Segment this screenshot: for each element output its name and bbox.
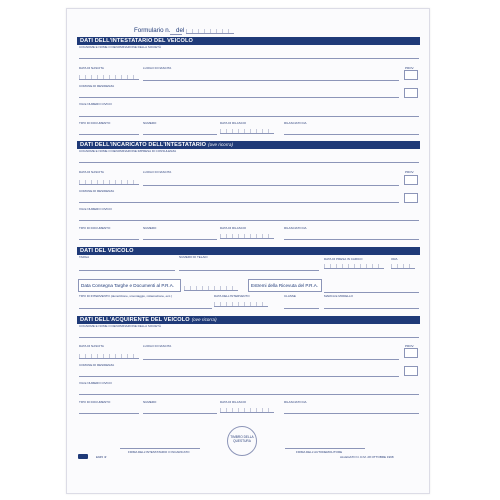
form-code: E945 rif bbox=[96, 455, 107, 459]
firma-autodemolitore-label: FIRMA DELL'AUTODEMOLITORE bbox=[296, 450, 343, 454]
luogo-nascita-field-2[interactable] bbox=[143, 185, 399, 186]
telaio-label: NUMERO DI TELAIO bbox=[179, 255, 208, 259]
timbro-label: TIMBRO DELLA QUESTURA bbox=[230, 435, 254, 443]
formulario-label: Formulario n. bbox=[134, 27, 171, 34]
data-nascita-label-2: DATA DI NASCITA bbox=[79, 170, 104, 174]
formulario-number-field[interactable] bbox=[170, 34, 182, 35]
classe-field[interactable] bbox=[284, 308, 319, 309]
cognome-nome-label: COGNOME E NOME O DENOMINAZIONE DELLA SOCIETÀ bbox=[79, 45, 162, 49]
telaio-field[interactable] bbox=[179, 270, 319, 271]
data-consegna-field[interactable] bbox=[184, 286, 238, 291]
prov-field-2[interactable] bbox=[404, 175, 418, 185]
estremi-ricevuta-label: Estremi della Ricevuta del P.R.A. bbox=[251, 283, 319, 288]
data-nascita-field-2[interactable] bbox=[79, 180, 139, 185]
prov-residenza-field-2[interactable] bbox=[404, 193, 418, 203]
allegato-label: ALLEGATO N. D.M. 28 OTTOBRE 1998 bbox=[340, 455, 394, 459]
rilasciato-da-label-4: RILASCIATO DA bbox=[284, 400, 307, 404]
del-label: del bbox=[176, 27, 185, 34]
luogo-nascita-label: LUOGO DI NASCITA bbox=[143, 66, 172, 70]
ora-label: ORA bbox=[391, 257, 398, 261]
tipo-documento-field[interactable] bbox=[79, 134, 139, 135]
numero-field-4[interactable] bbox=[143, 413, 217, 414]
cognome-nome-impresa-field[interactable] bbox=[79, 162, 419, 163]
luogo-nascita-label-2: LUOGO DI NASCITA bbox=[143, 170, 172, 174]
via-label-4: VIA E NUMERO CIVICO bbox=[79, 381, 112, 385]
ora-field[interactable] bbox=[391, 264, 415, 269]
data-rilascio-label-4: DATA DI RILASCIO bbox=[220, 400, 247, 404]
data-nascita-label: DATA DI NASCITA bbox=[79, 66, 104, 70]
luogo-nascita-label-4: LUOGO DI NASCITA bbox=[143, 344, 172, 348]
targa-field[interactable] bbox=[79, 270, 175, 271]
section-intestatario-header: DATI DELL'INTESTATARIO DEL VEICOLO bbox=[77, 37, 420, 45]
brand-logo bbox=[78, 454, 88, 459]
rilasciato-da-field-4[interactable] bbox=[284, 413, 419, 414]
cognome-nome-impresa-label: COGNOME E NOME O DENOMINAZIONE IMPRESA DI CONSULENZA bbox=[79, 149, 177, 153]
classe-label: CLASSE bbox=[284, 294, 296, 298]
numero-field[interactable] bbox=[143, 134, 217, 135]
comune-residenza-label: COMUNE DI RESIDENZA bbox=[79, 84, 115, 88]
prov-label: PROV. bbox=[405, 66, 415, 70]
timbro-questura-area bbox=[227, 426, 257, 456]
via-field[interactable] bbox=[79, 116, 419, 117]
luogo-nascita-field-4[interactable] bbox=[143, 359, 399, 360]
presa-carico-field[interactable] bbox=[324, 264, 384, 269]
data-rilascio-field-4[interactable] bbox=[220, 408, 274, 413]
section-acquirente-header: DATI DELL'ACQUIRENTE DEL VEICOLO (ove ricorra) bbox=[77, 316, 420, 324]
via-label: VIA E NUMERO CIVICO bbox=[79, 102, 112, 106]
rilasciato-da-label: RILASCIATO DA bbox=[284, 121, 307, 125]
marca-modello-label: MARCA E MODELLO bbox=[324, 294, 354, 298]
tipo-documento-field-4[interactable] bbox=[79, 413, 139, 414]
via-field-2[interactable] bbox=[79, 220, 419, 221]
estremi-ricevuta-field[interactable] bbox=[324, 292, 419, 293]
prov-field-4[interactable] bbox=[404, 348, 418, 358]
data-consegna-label: Data Consegna Targhe e Documenti al P.R.A. bbox=[81, 283, 175, 288]
tipo-documento-field-2[interactable] bbox=[79, 239, 139, 240]
rilasciato-da-field-2[interactable] bbox=[284, 239, 419, 240]
data-nascita-field-4[interactable] bbox=[79, 354, 139, 359]
numero-label-4: NUMERO bbox=[143, 400, 157, 404]
tipo-documento-label-2: TIPO DI DOCUMENTO bbox=[79, 226, 111, 230]
cognome-nome-field-4[interactable] bbox=[79, 337, 419, 338]
data-nascita-field[interactable] bbox=[79, 75, 139, 80]
numero-label-2: NUMERO bbox=[143, 226, 157, 230]
firma-autodemolitore-field[interactable] bbox=[285, 448, 365, 449]
data-consegna-box[interactable] bbox=[78, 279, 181, 292]
data-rilascio-field-2[interactable] bbox=[220, 234, 274, 239]
data-rilascio-label-2: DATA DI RILASCIO bbox=[220, 226, 247, 230]
tipo-intervento-field[interactable] bbox=[79, 308, 212, 309]
comune-residenza-field-4[interactable] bbox=[79, 376, 399, 377]
tipo-documento-label-4: TIPO DI DOCUMENTO bbox=[79, 400, 111, 404]
numero-field-2[interactable] bbox=[143, 239, 217, 240]
prov-residenza-field-4[interactable] bbox=[404, 366, 418, 376]
presa-carico-label: DATA DI PRESA IN CARICO bbox=[324, 257, 363, 261]
estremi-ricevuta-box[interactable] bbox=[248, 279, 322, 292]
comune-residenza-field-2[interactable] bbox=[79, 202, 399, 203]
cognome-nome-field[interactable] bbox=[79, 58, 419, 59]
rilasciato-da-label-2: RILASCIATO DA bbox=[284, 226, 307, 230]
rilasciato-da-field[interactable] bbox=[284, 134, 419, 135]
targa-label: TARGA bbox=[79, 255, 90, 259]
comune-residenza-field[interactable] bbox=[79, 97, 399, 98]
section-veicolo-header: DATI DEL VEICOLO bbox=[77, 247, 420, 255]
section-incaricato-header: DATI DELL'INCARICATO DELL'INTESTATARIO (ove ricorra) bbox=[77, 141, 420, 149]
tipo-intervento-label: TIPO DI INTERVENTO (demolizione, smontaggio, rottamazione, ecc.) bbox=[79, 294, 173, 298]
comune-residenza-label-4: COMUNE DI RESIDENZA bbox=[79, 363, 115, 367]
data-rilascio-field[interactable] bbox=[220, 129, 274, 134]
data-nascita-label-4: DATA DI NASCITA bbox=[79, 344, 104, 348]
prov-field[interactable] bbox=[404, 70, 418, 80]
comune-residenza-label-2: COMUNE DI RESIDENZA bbox=[79, 189, 115, 193]
via-label-2: VIA E NUMERO CIVICO bbox=[79, 207, 112, 211]
data-intervento-field[interactable] bbox=[214, 302, 268, 307]
cognome-nome-label-4: COGNOME E NOME O DENOMINAZIONE DELLA SOCIETÀ bbox=[79, 324, 162, 328]
via-field-4[interactable] bbox=[79, 394, 419, 395]
prov-label-4: PROV. bbox=[405, 344, 415, 348]
numero-label: NUMERO bbox=[143, 121, 157, 125]
luogo-nascita-field[interactable] bbox=[143, 80, 399, 81]
marca-modello-field[interactable] bbox=[324, 308, 419, 309]
prov-residenza-field[interactable] bbox=[404, 88, 418, 98]
prov-label-2: PROV. bbox=[405, 170, 415, 174]
formulario-date-field[interactable] bbox=[186, 29, 234, 34]
firma-intestatario-label: FIRMA DELL'INTESTATARIO O INCARICATO bbox=[128, 450, 190, 454]
firma-intestatario-field[interactable] bbox=[120, 448, 200, 449]
data-intervento-label: DATA DELL'INTERVENTO bbox=[214, 294, 250, 298]
tipo-documento-label: TIPO DI DOCUMENTO bbox=[79, 121, 111, 125]
data-rilascio-label: DATA DI RILASCIO bbox=[220, 121, 247, 125]
